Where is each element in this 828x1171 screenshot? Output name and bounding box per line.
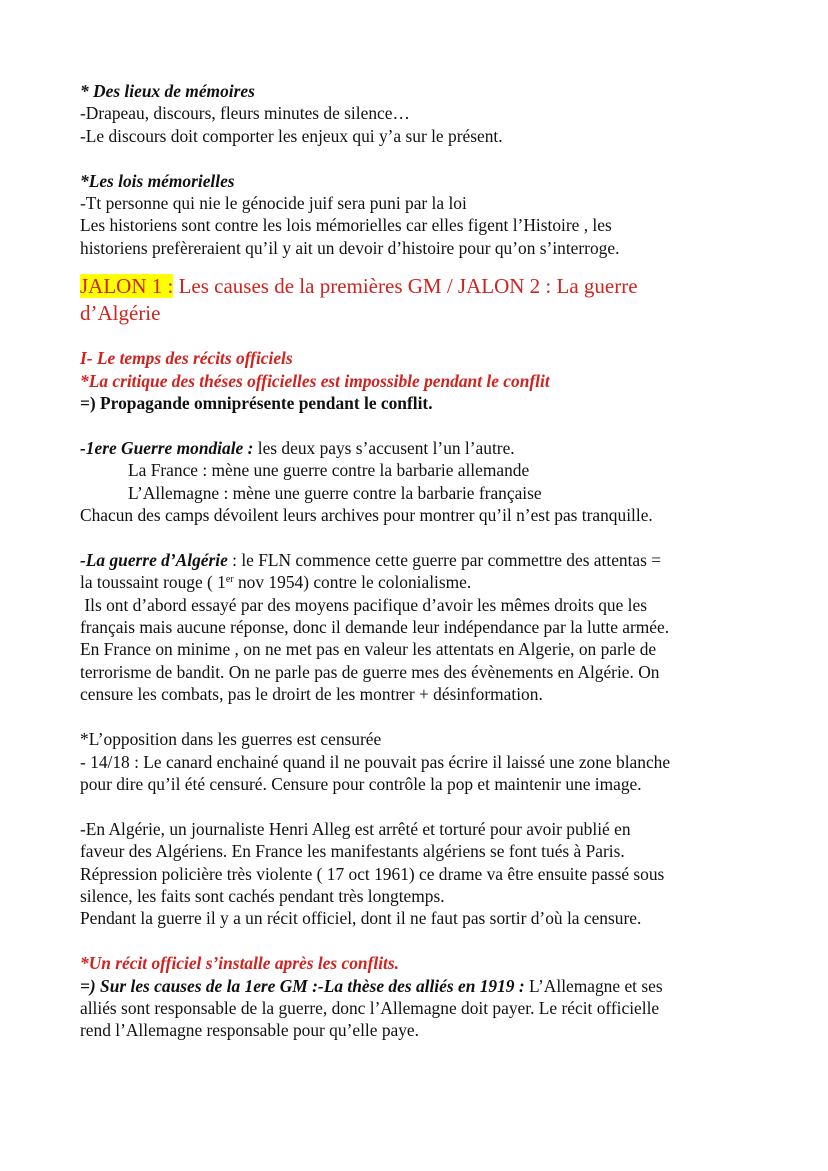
spacer [80,795,760,817]
text-line: Chacun des camps dévoilent leurs archives pour montrer qu’il n’est pas tranquille. [80,505,653,526]
spacer [80,414,760,436]
text-fragment: la toussaint rouge ( 1 [80,572,226,593]
text-line: faveur des Algériens. En France les manifestants algériens se font tués à Paris. [80,841,625,862]
text-line: alliés sont responsable de la guerre, donc l’Allemagne doit payer. Le récit officielle [80,997,660,1018]
ww1-line [80,437,760,459]
spacer [80,706,760,728]
after-conflicts-heading: *Un récit officiel s’installe après les conflits. [80,953,399,974]
text-line: Les historiens sont contre les lois mémorielles car elles figent l’Histoire , les [80,215,612,236]
spacer [80,327,760,347]
text-fragment: nov 1954) contre le colonialisme. [233,572,472,593]
text-line: rend l’Allemagne responsable pour qu’elle paye. [80,1020,419,1041]
text-line: Pendant la guerre il y a un récit officiel, dont il ne faut pas sortir d’où la censure. [80,908,642,929]
text-line: français mais aucune réponse, donc il demande leur indépendance par la lutte armée. [80,617,670,638]
text-line [80,571,760,593]
superscript: er [225,574,234,586]
jalon-heading-continued: d’Algérie [80,301,161,326]
text-line: historiens prefèreraient qu’il y ait un devoir d’histoire pour qu’on s’interroge. [80,237,620,258]
part-subheading: *La critique des théses officielles est impossible pendant le conflit [80,370,550,391]
jalon-text: Les causes de la premières GM / JALON 2 : La guerre [173,274,638,299]
text-line: Répression policière très violente ( 17 oct 1961) ce drame va être ensuite passé sous [80,863,665,884]
text-line: -Le discours doit comporter les enjeux qui y’a sur le présent. [80,125,503,146]
text-line: terrorisme de bandit. On ne parle pas de guerre mes des évènements en Algérie. On [80,661,660,682]
part-heading: I- Le temps des récits officiels [80,348,293,369]
section-title-lieux-de-memoires: * Des lieux de mémoires [80,81,255,101]
jalon-highlight: JALON 1 : [80,274,174,299]
text-line: L’Allemagne : mène une guerre contre la barbarie française [128,482,542,503]
text-line: pour dire qu’il été censuré. Censure pour contrôle la pop et maintenir une image. [80,773,642,794]
spacer [80,259,760,273]
algeria-label: -La guerre d’Algérie [80,549,228,570]
algeria-text: : le FLN commence cette guerre par commettre des attentas = [227,549,662,570]
spacer [80,147,760,169]
text-line: -En Algérie, un journaliste Henri Alleg est arrêté et torturé pour avoir publié en [80,818,631,839]
document-page [80,80,760,1042]
text-line: -Tt personne qui nie le génocide juif sera puni par la loi [80,193,467,214]
spacer [80,526,760,548]
text-line: En France on minime , on ne met pas en valeur les attentats en Algerie, on parle de [80,639,657,660]
jalon-heading [80,273,760,300]
spacer [80,930,760,952]
text-line: La France : mène une guerre contre la barbarie allemande [128,460,530,481]
text-line: - 14/18 : Le canard enchainé quand il ne pouvait pas écrire il laissé une zone blanche [80,751,671,772]
section-title-lois-memorielles: *Les lois mémorielles [80,170,235,191]
text-line: silence, les faits sont cachés pendant très longtemps. [80,885,445,906]
text-line: censure les combats, pas le droirt de les montrer + désinformation. [80,684,543,705]
propaganda-line: =) Propagande omniprésente pendant le conflit. [80,393,433,414]
text-line: -Drapeau, discours, fleurs minutes de silence… [80,103,410,124]
causes-bold: =) Sur les causes de la 1ere GM :-La thèse des alliés en 1919 : [80,975,525,996]
algeria-line [80,549,760,571]
text-line: Ils ont d’abord essayé par des moyens pacifique d’avoir les mêmes droits que les [80,594,647,615]
ww1-label: -1ere Guerre mondiale : [80,437,254,458]
causes-text: L’Allemagne et ses [524,975,663,996]
ww1-text: les deux pays s’accusent l’un l’autre. [253,437,515,458]
opposition-title: *L’opposition dans les guerres est censurée [80,729,382,750]
causes-line [80,975,760,997]
